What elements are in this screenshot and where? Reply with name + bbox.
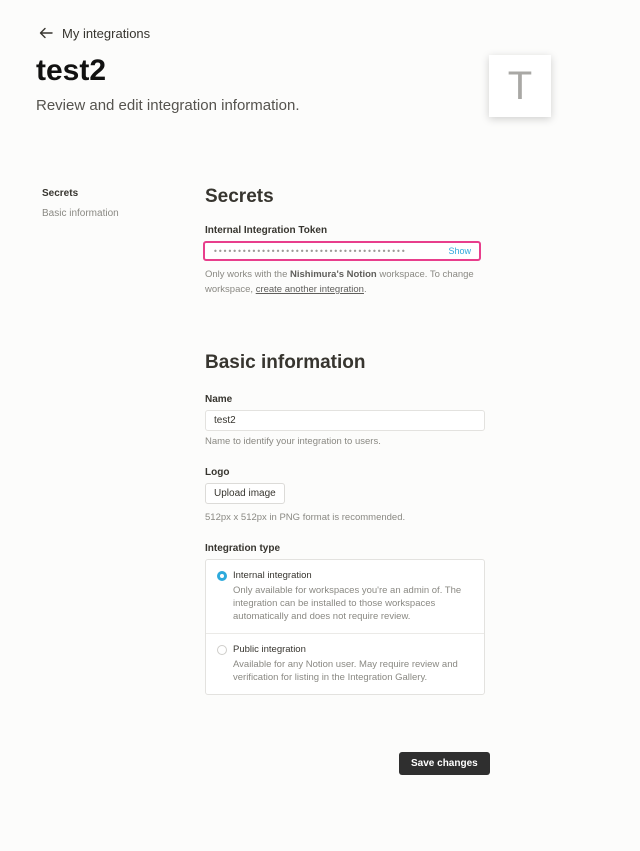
name-label: Name	[205, 394, 233, 405]
radio-option-title: Internal integration	[233, 570, 312, 581]
workspace-name: Nishimura's Notion	[290, 269, 377, 280]
secrets-heading: Secrets	[205, 186, 274, 207]
page-subtitle: Review and edit integration information.	[36, 97, 300, 114]
token-label: Internal Integration Token	[205, 225, 328, 236]
page-title: test2	[36, 54, 107, 87]
name-help-text: Name to identify your integration to users.	[205, 436, 381, 447]
integration-type-label: Integration type	[205, 543, 281, 554]
nav-item-secrets[interactable]: Secrets	[42, 188, 79, 199]
logo-help-text: 512px x 512px in PNG format is recommended.	[205, 512, 406, 523]
radio-unselected-icon[interactable]	[217, 645, 227, 655]
radio-option-internal[interactable]	[206, 560, 484, 633]
nav-item-basic-information[interactable]: Basic information	[42, 208, 119, 219]
radio-option-description: Only available for workspaces you're an admin of. The integration can be installed to those workspaces automatically and does not require review.	[233, 585, 462, 622]
create-integration-link[interactable]: create another integration	[255, 284, 364, 295]
arrow-left-icon	[38, 25, 54, 41]
token-masked-value: ••••••••••••••••••••••••••••••••••••••••	[213, 246, 406, 256]
token-field[interactable]	[203, 241, 481, 261]
name-input[interactable]: test2	[205, 410, 485, 431]
radio-option-description: Available for any Notion user. May require review and verification for listing in the Integration Gallery.	[233, 659, 458, 683]
radio-option-title: Public integration	[233, 644, 306, 655]
radio-option-public[interactable]	[206, 633, 484, 694]
basic-info-heading: Basic information	[205, 352, 366, 373]
show-token-button[interactable]: Show	[448, 246, 471, 256]
section-nav	[42, 188, 119, 228]
secrets-section	[205, 186, 485, 297]
logo-label: Logo	[205, 467, 230, 478]
basic-info-section	[205, 352, 485, 695]
integration-avatar[interactable]: T	[489, 55, 551, 117]
back-link-label: My integrations	[62, 25, 151, 41]
token-help-text: Only works with the Nishimura's Notion workspace. To change workspace, create another integration.	[205, 269, 474, 295]
back-link[interactable]	[38, 25, 150, 41]
radio-selected-icon[interactable]	[217, 571, 227, 581]
upload-image-button[interactable]: Upload image	[205, 483, 285, 504]
save-changes-button[interactable]: Save changes	[399, 752, 490, 775]
integration-type-radio-group	[205, 559, 485, 695]
